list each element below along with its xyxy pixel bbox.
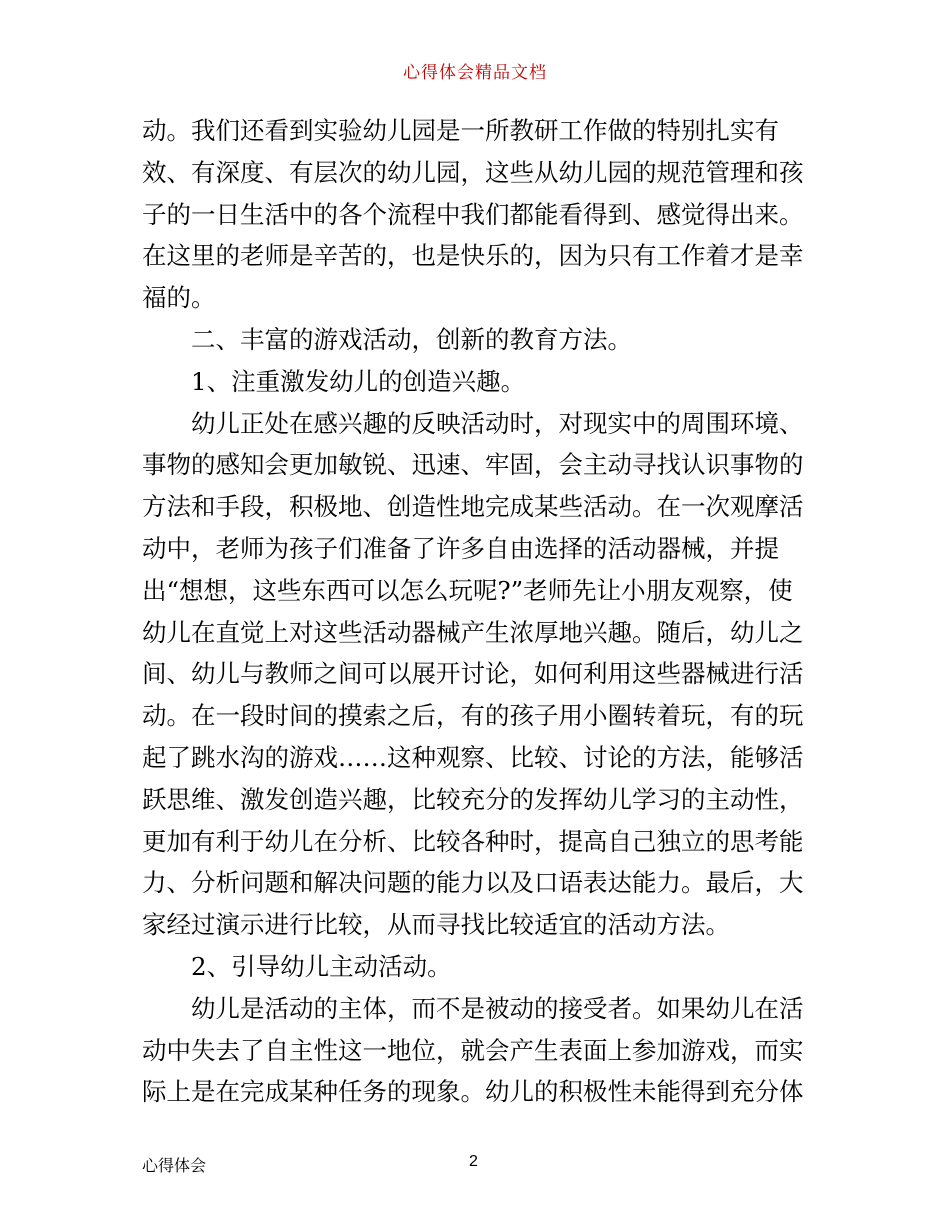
document-body xyxy=(142,110,814,1113)
footer-label: 心得体会 xyxy=(142,1156,207,1175)
paragraph-creativity: 幼儿正处在感兴趣的反映活动时，对现实中的周围环境、事物的感知会更加敏锐、迅速、牢固，会主动寻找认识事物的方法和手段，积极地、创造性地完成某些活动。在一次观摩活动中，老师为孩子们准备了许多自由选择的活动器械，并提出“想想，这些东西可以怎么玩呢?”老师先让小朋友观察，使幼儿在直觉上对这些活动器械产生浓厚地兴趣。随后，幼儿之间、幼儿与教师之间可以展开讨论，如何利用这些器械进行活动。在一段时间的摸索之后，有的孩子用小圈转着玩，有的玩起了跳水沟的游戏……这种观察、比较、讨论的方法，能够活跃思维、激发创造兴趣，比较充分的发挥幼儿学习的主动性，更加有利于幼儿在分析、比较各种时，提高自己独立的思考能力、分析问题和解决问题的能力以及口语表达能力。最后，大家经过演示进行比较，从而寻找比较适宜的活动方法。 xyxy=(142,408,804,940)
page-header-title: 心得体会精品文档 xyxy=(403,63,547,83)
page-number: 2 xyxy=(469,1153,478,1170)
subheading-2: 2、引导幼儿主动活动。 xyxy=(191,951,452,981)
subheading-1: 1、注重激发幼儿的创造兴趣。 xyxy=(191,366,526,396)
section-heading: 二、丰富的游戏活动，创新的教育方法。 xyxy=(191,324,632,354)
paragraph-active: 幼儿是活动的主体，而不是被动的接受者。如果幼儿在活动中失去了自主性这一地位，就会产生表面上参加游戏，而实际上是在完成某种任务的现象。幼儿的积极性未能得到充分体 xyxy=(142,993,804,1107)
paragraph-continuation: 动。我们还看到实验幼儿园是一所教研工作做的特别扎实有效、有深度、有层次的幼儿园，这些从幼儿园的规范管理和孩子的一日生活中的各个流程中我们都能看得到、感觉得出来。在这里的老师是辛苦的，也是快乐的，因为只有工作着才是幸福的。 xyxy=(142,116,804,313)
